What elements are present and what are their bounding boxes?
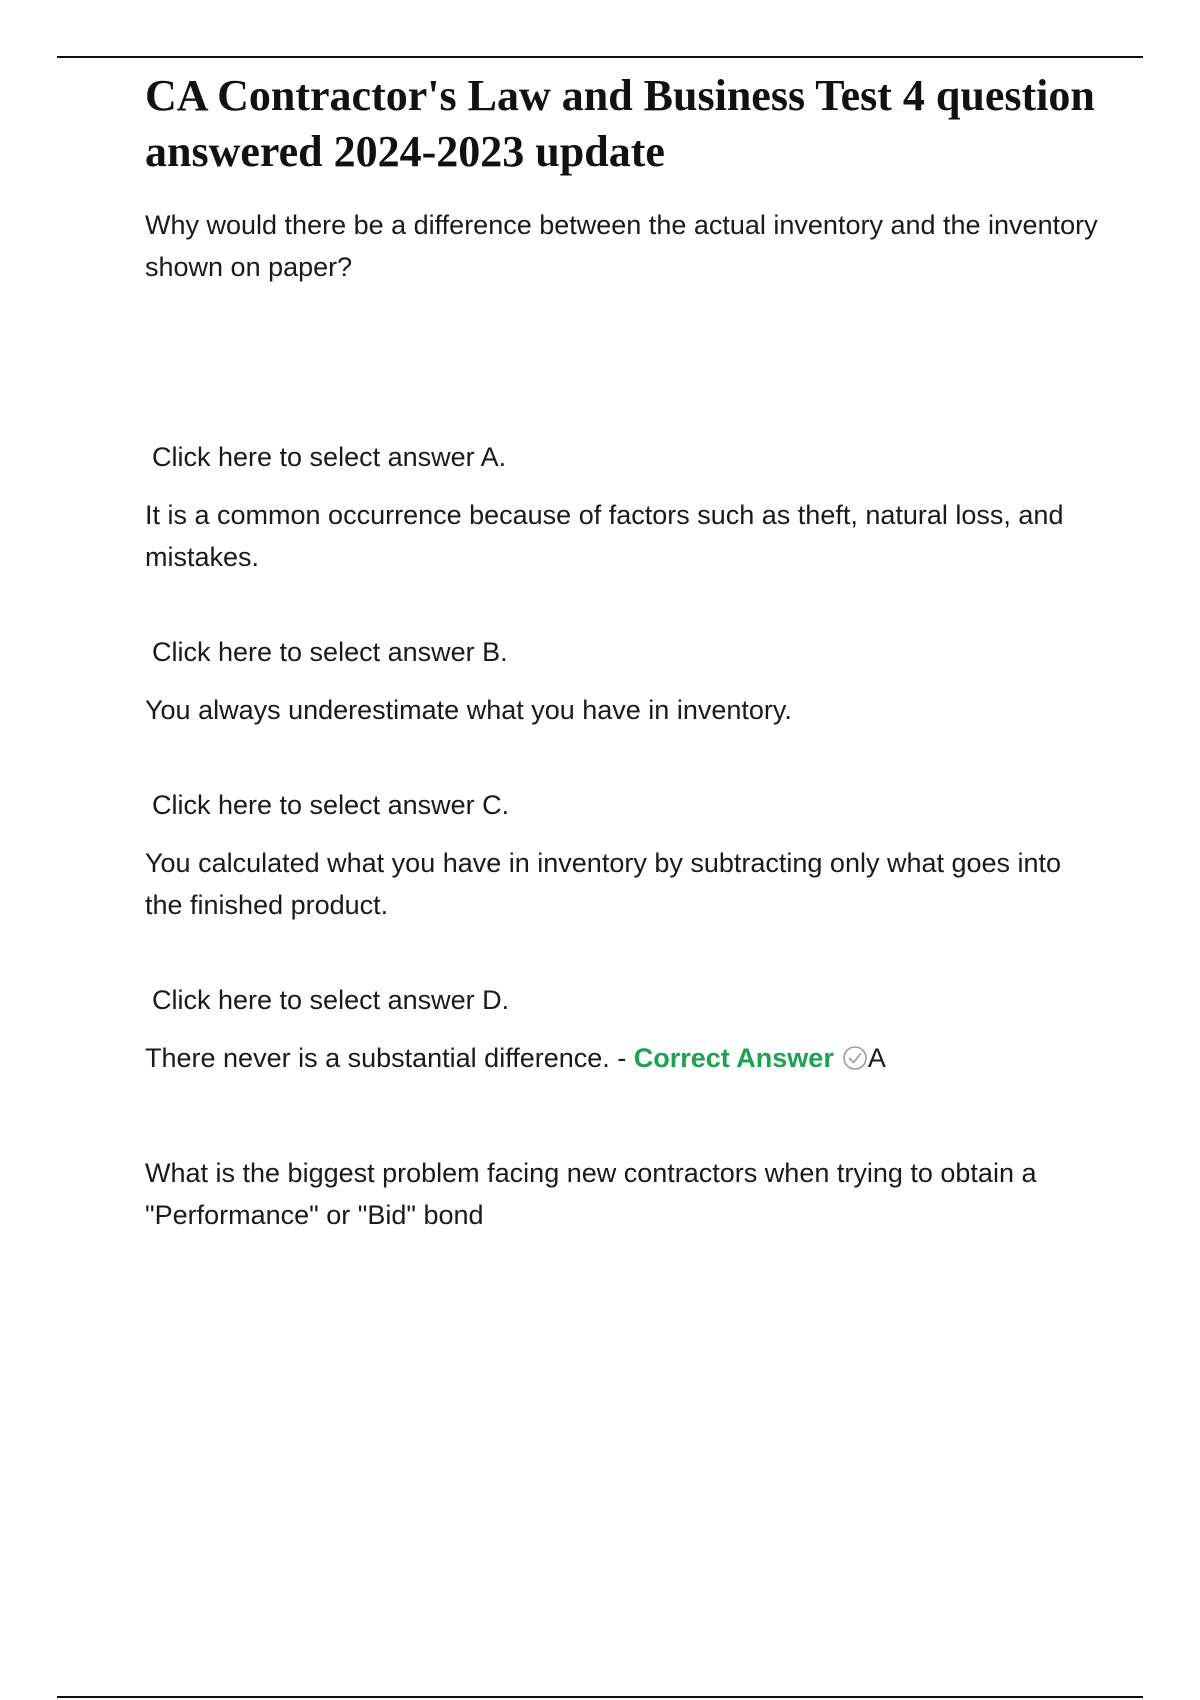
question-1-text: Why would there be a difference between the actual inventory and the inventory shown on paper? [145, 210, 1098, 282]
document-title: CA Contractor's Law and Business Test 4 question answered 2024-2023 update [145, 71, 1095, 176]
answer-d-text: There never is a substantial difference. - [145, 1043, 634, 1073]
answer-a-text: It is a common occurrence because of factors such as theft, natural loss, and mistakes. [145, 500, 1064, 572]
question-2-text: What is the biggest problem facing new contractors when trying to obtain a "Performance" or "Bid" bond [145, 1158, 1037, 1230]
document-body [145, 68, 1105, 1236]
select-answer-b-link[interactable]: Click here to select answer B. [152, 637, 508, 667]
top-divider [57, 56, 1143, 58]
answer-b-text: You always underestimate what you have in inventory. [145, 695, 792, 725]
correct-answer-value: A [867, 1043, 886, 1073]
select-answer-a-link[interactable]: Click here to select answer A. [152, 442, 507, 472]
correct-answer-label: Correct Answer [633, 1043, 834, 1073]
select-answer-d-link[interactable]: Click here to select answer D. [152, 985, 510, 1015]
answer-c-text: You calculated what you have in inventory by subtracting only what goes into the finished product. [145, 848, 1062, 920]
bottom-divider [57, 1696, 1143, 1698]
answer-d-line [145, 1037, 1105, 1083]
select-answer-c-link[interactable]: Click here to select answer C. [152, 790, 510, 820]
check-circle-icon [842, 1041, 868, 1083]
